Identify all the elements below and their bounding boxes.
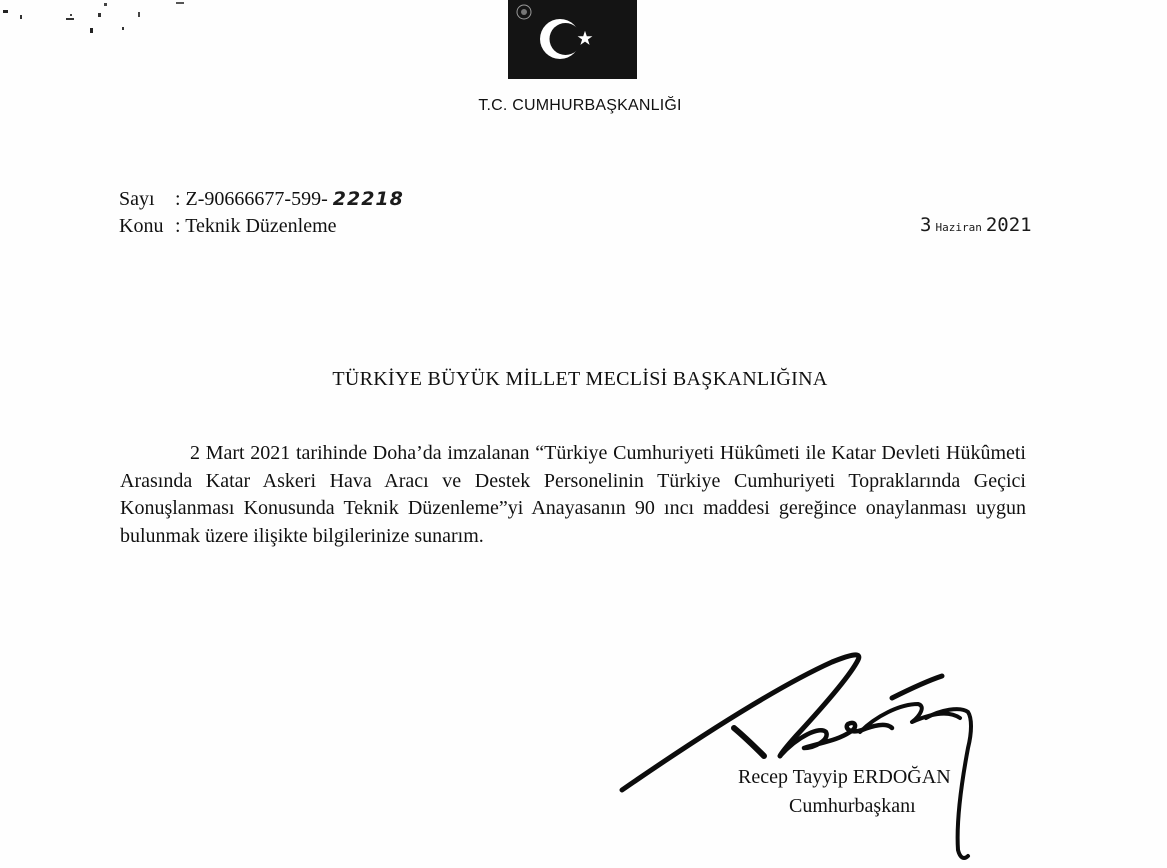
date-stamp [920, 214, 1032, 236]
date-month: Haziran [935, 221, 982, 234]
reference-number-row [119, 187, 404, 211]
scan-specks [0, 0, 200, 50]
sayi-value: : Z-90666677-599- [175, 188, 328, 210]
signatory-name: Recep Tayyip ERDOĞAN [738, 766, 951, 788]
subject-row [119, 214, 337, 238]
addressee-heading: TÜRKİYE BÜYÜK MİLLET MECLİSİ BAŞKANLIĞINA [332, 368, 828, 390]
date-year: 2021 [985, 214, 1032, 236]
handwritten-number: 22218 [332, 188, 404, 210]
handwritten-signature [600, 640, 1040, 868]
signatory-title: Cumhurbaşkanı [789, 795, 916, 817]
letter-body: 2 Mart 2021 tarihinde Doha’da imzalanan “Türkiye Cumhuriyeti Hükûmeti ile Katar Devleti Hükûmeti Arasında Katar Askeri Hava Aracı ve Destek Personelinin Türkiye Cumhuriyeti Topraklarında Geçici Konuşlanması Konusunda Teknik Düzenleme”yi Anayasanın 90 ıncı maddesi gereğince onaylanması uygun bulunmak üzere ilişikte bilgilerinize sunarım. [120, 442, 1026, 547]
sayi-label: Sayı [119, 188, 155, 210]
turkish-flag-emblem [508, 0, 637, 79]
konu-label: Konu [119, 215, 164, 237]
konu-value: : Teknik Düzenleme [175, 215, 337, 237]
institution-header: T.C. CUMHURBAŞKANLIĞI [478, 97, 682, 114]
date-day: 3 [920, 214, 932, 236]
